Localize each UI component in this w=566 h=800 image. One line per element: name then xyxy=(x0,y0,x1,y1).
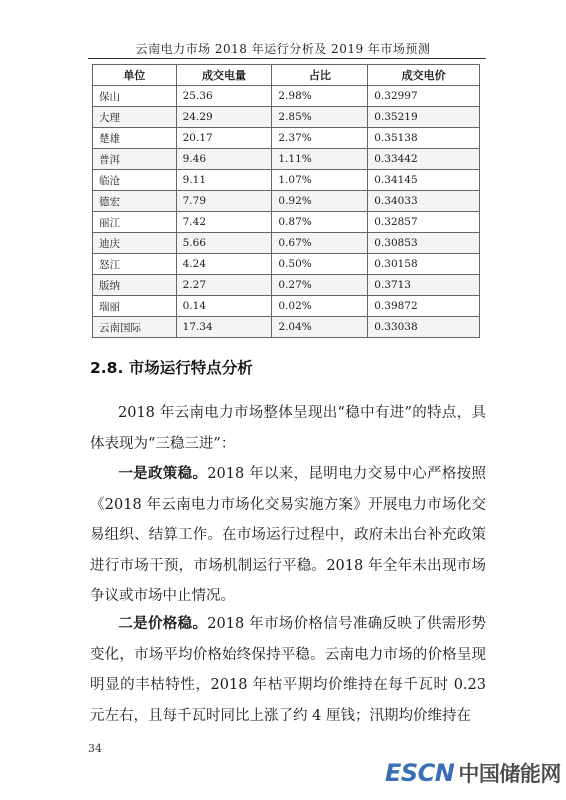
cell-volume: 7.42 xyxy=(176,212,272,233)
cell-volume: 20.17 xyxy=(176,128,272,149)
table-row xyxy=(93,128,480,149)
cell-unit: 临沧 xyxy=(93,170,177,191)
cell-unit: 大理 xyxy=(93,107,177,128)
market-table xyxy=(92,64,480,338)
cell-price: 0.34145 xyxy=(368,170,480,191)
cell-unit: 丽江 xyxy=(93,212,177,233)
cell-unit: 瑞丽 xyxy=(93,296,177,317)
table-row xyxy=(93,233,480,254)
cell-volume: 25.36 xyxy=(176,86,272,107)
paragraph-lead: 一是政策稳。 xyxy=(118,465,208,482)
cell-share: 1.07% xyxy=(272,170,368,191)
table-header-row xyxy=(93,65,480,86)
header-rule xyxy=(88,58,486,59)
paragraph-policy xyxy=(90,459,486,612)
section-heading: 2.8. 市场运行特点分析 xyxy=(90,359,253,377)
paragraph-text: 2018 年以来，昆明电力交易中心严格按照《2018 年云南电力市场化交易实施方案》开展电力市场化交易组织、结算工作。在市场运行过程中，政府未出台补充政策进行市场干预，市场机制运行平稳。2018 年全年未出现市场争议或市场中止情况。 xyxy=(90,466,486,604)
cell-volume: 9.46 xyxy=(176,149,272,170)
cell-share: 0.02% xyxy=(272,296,368,317)
cell-price: 0.32997 xyxy=(368,86,480,107)
cell-volume: 17.34 xyxy=(176,317,272,338)
cell-share: 0.92% xyxy=(272,191,368,212)
cell-price: 0.33442 xyxy=(368,149,480,170)
watermark-cjk: 中国储能网 xyxy=(458,762,561,786)
table-row xyxy=(93,317,480,338)
paragraph-intro xyxy=(90,398,486,459)
column-header-share: 占比 xyxy=(272,65,368,86)
cell-share: 0.87% xyxy=(272,212,368,233)
cell-unit: 怒江 xyxy=(93,254,177,275)
table-row xyxy=(93,296,480,317)
cell-volume: 2.27 xyxy=(176,275,272,296)
paragraph-price xyxy=(90,609,486,731)
cell-price: 0.30853 xyxy=(368,233,480,254)
cell-price: 0.33038 xyxy=(368,317,480,338)
cell-price: 0.39872 xyxy=(368,296,480,317)
watermark-latin: ESCN xyxy=(385,759,455,787)
cell-volume: 4.24 xyxy=(176,254,272,275)
cell-share: 0.50% xyxy=(272,254,368,275)
cell-unit: 迪庆 xyxy=(93,233,177,254)
cell-price: 0.34033 xyxy=(368,191,480,212)
cell-volume: 24.29 xyxy=(176,107,272,128)
cell-share: 0.27% xyxy=(272,275,368,296)
cell-volume: 5.66 xyxy=(176,233,272,254)
table-row xyxy=(93,86,480,107)
cell-price: 0.3713 xyxy=(368,275,480,296)
table-row xyxy=(93,149,480,170)
column-header-volume: 成交电量 xyxy=(176,65,272,86)
page-number: 34 xyxy=(88,742,102,755)
table-row xyxy=(93,107,480,128)
cell-price: 0.35138 xyxy=(368,128,480,149)
table-row xyxy=(93,170,480,191)
paragraph-text: 2018 年云南电力市场整体呈现出“稳中有进”的特点，具体表现为“三稳三进”： xyxy=(90,405,486,452)
table-body xyxy=(93,86,480,338)
cell-unit: 云南国际 xyxy=(93,317,177,338)
table-row xyxy=(93,275,480,296)
cell-volume: 7.79 xyxy=(176,191,272,212)
column-header-price: 成交电价 xyxy=(368,65,480,86)
cell-volume: 9.11 xyxy=(176,170,272,191)
cell-unit: 德宏 xyxy=(93,191,177,212)
cell-share: 2.04% xyxy=(272,317,368,338)
table-row xyxy=(93,254,480,275)
cell-unit: 普洱 xyxy=(93,149,177,170)
cell-share: 1.11% xyxy=(272,149,368,170)
cell-share: 2.85% xyxy=(272,107,368,128)
cell-share: 2.37% xyxy=(272,128,368,149)
paragraph-text: 2018 年市场价格信号准确反映了供需形势变化，市场平均价格始终保持平稳。云南电力市场的价格呈现明显的丰枯特性，2018 年枯平期均价维持在每千瓦时 0.23 元左右，且每千瓦时同比上涨了约 4 厘钱；汛期均价维持在 xyxy=(90,616,486,724)
cell-price: 0.32857 xyxy=(368,212,480,233)
cell-share: 2.98% xyxy=(272,86,368,107)
cell-unit: 保山 xyxy=(93,86,177,107)
cell-share: 0.67% xyxy=(272,233,368,254)
running-header: 云南电力市场 2018 年运行分析及 2019 年市场预测 xyxy=(135,42,431,56)
cell-price: 0.35219 xyxy=(368,107,480,128)
table-row xyxy=(93,191,480,212)
cell-unit: 楚雄 xyxy=(93,128,177,149)
watermark-logo xyxy=(385,758,561,788)
cell-price: 0.30158 xyxy=(368,254,480,275)
table-row xyxy=(93,212,480,233)
column-header-unit: 单位 xyxy=(93,65,177,86)
cell-unit: 版纳 xyxy=(93,275,177,296)
paragraph-lead: 二是价格稳。 xyxy=(118,615,208,632)
cell-volume: 0.14 xyxy=(176,296,272,317)
